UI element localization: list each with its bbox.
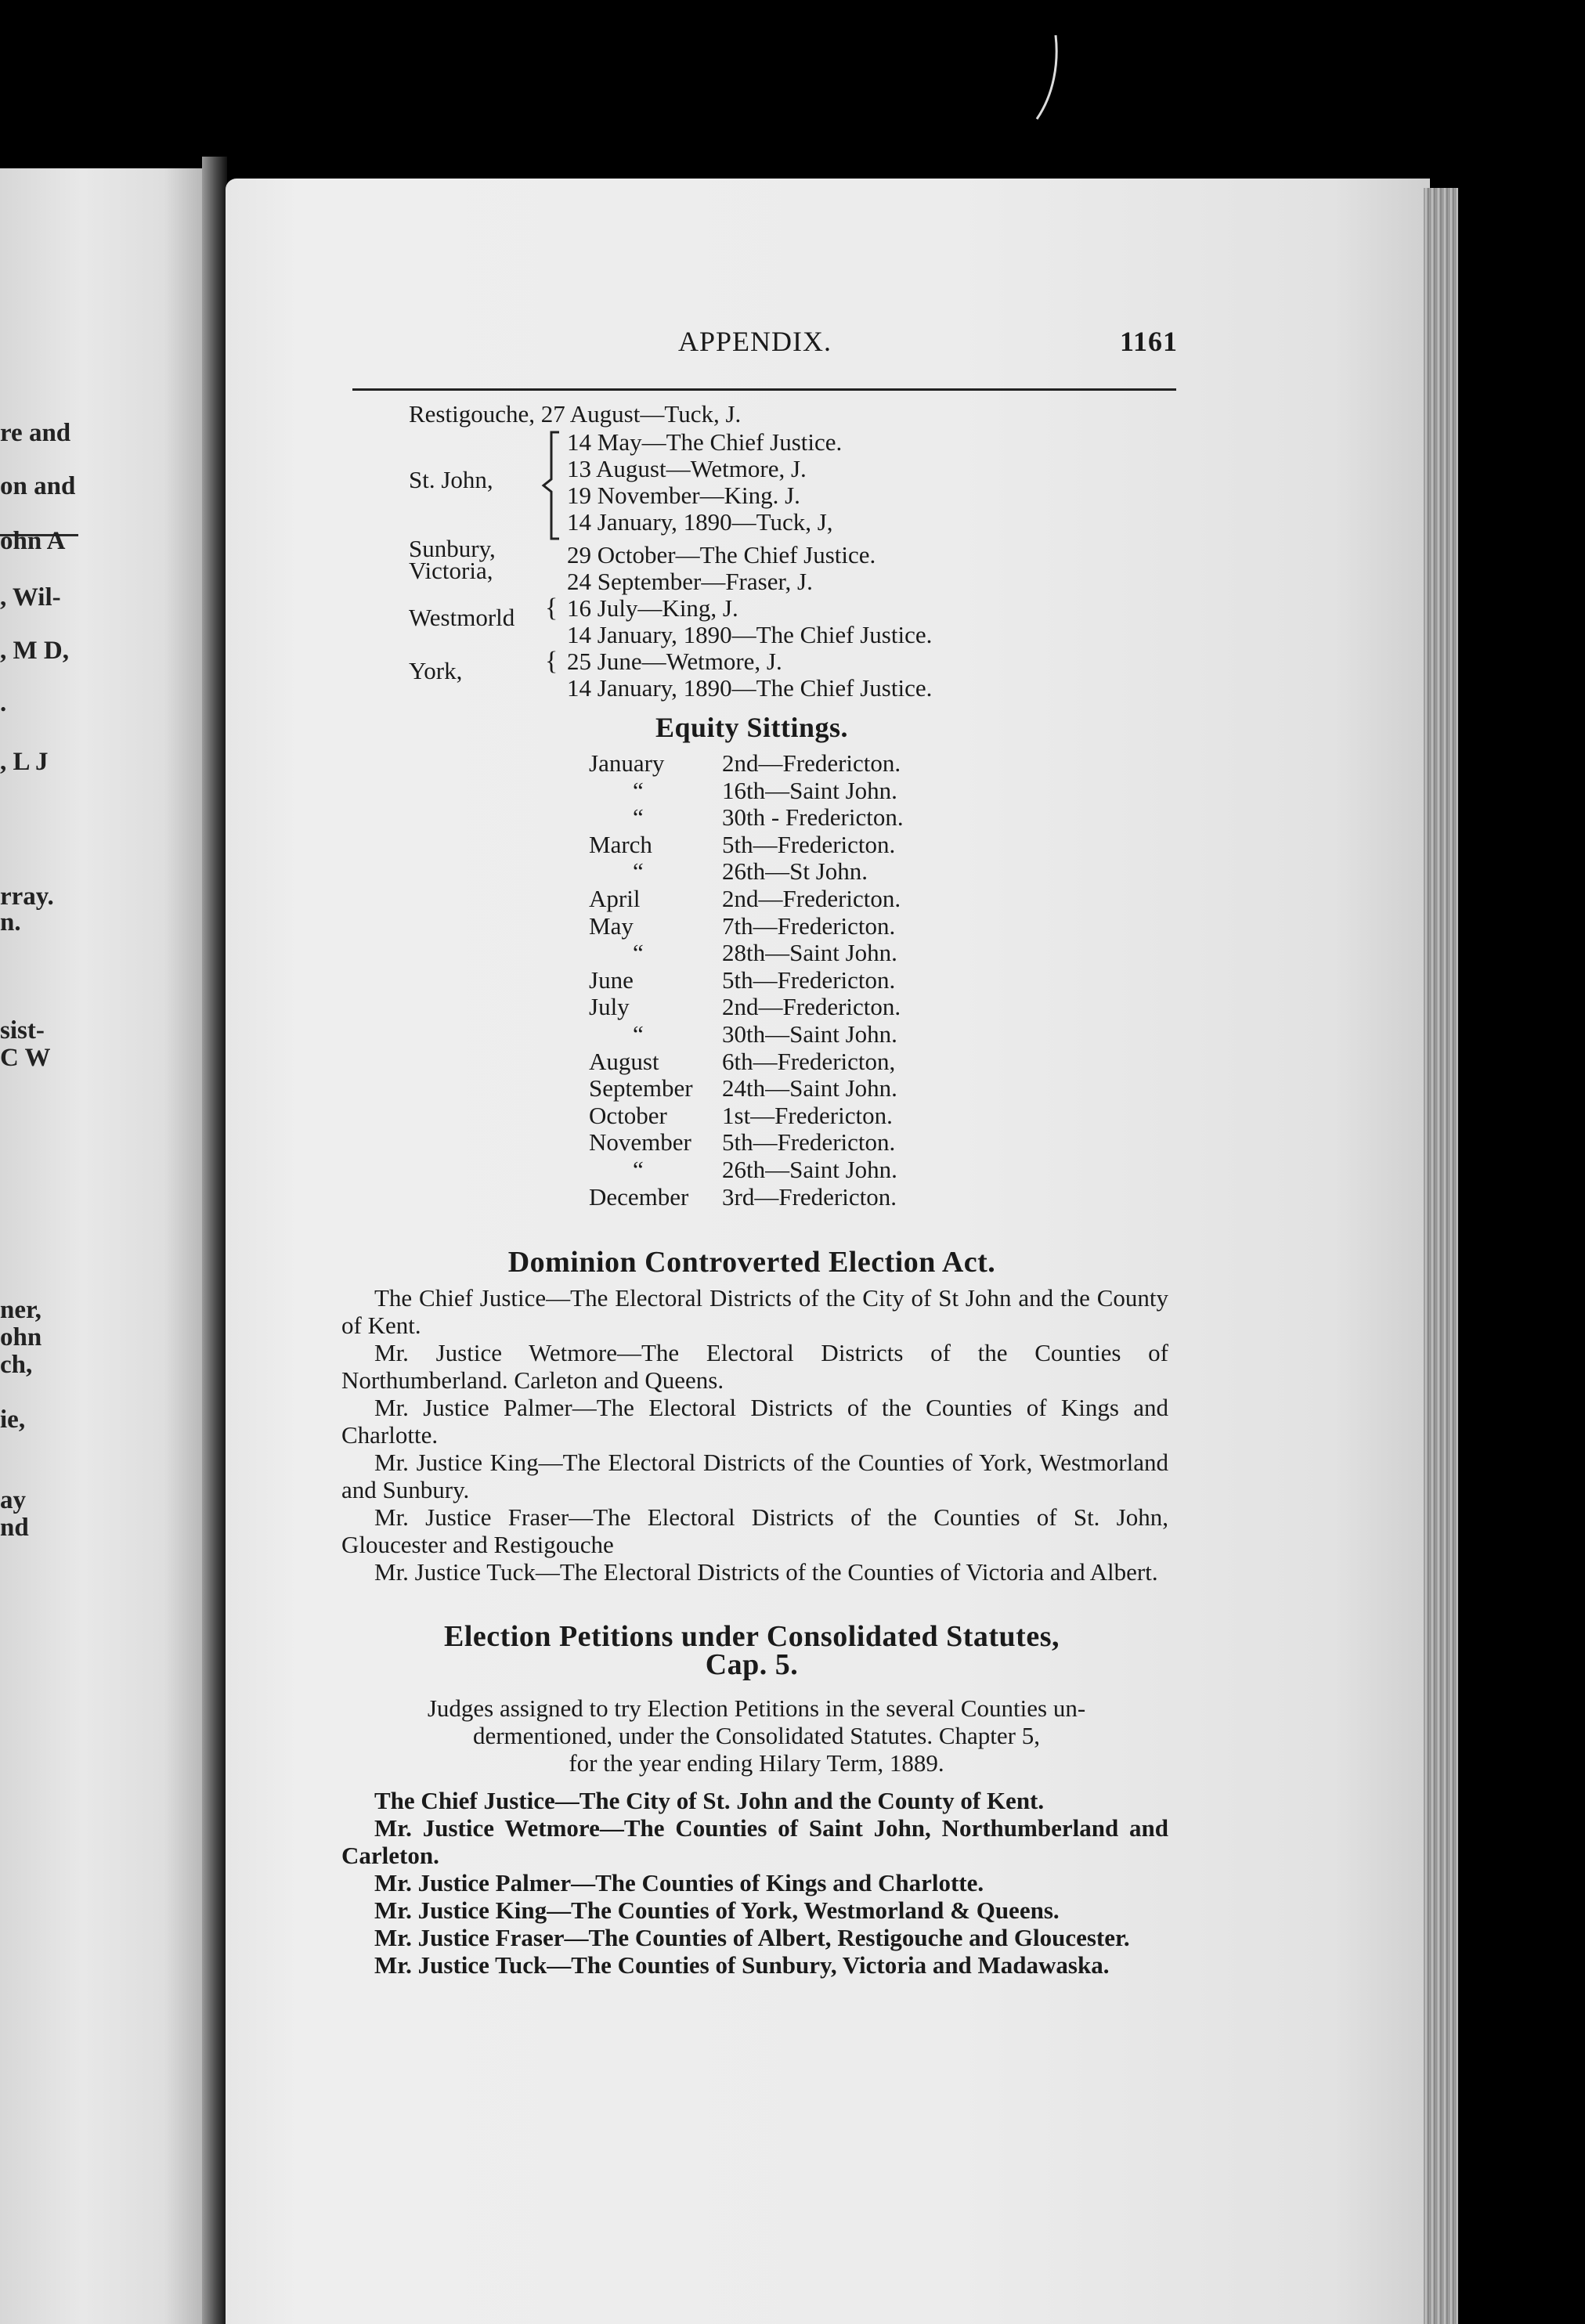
left-fragment: on and <box>0 472 76 500</box>
equity-month: November <box>589 1128 691 1157</box>
dominion-paragraph: The Chief Justice—The Electoral Districts of the City of St John and the County of Kent. <box>341 1284 1168 1339</box>
circuit-label-victoria: Victoria, <box>409 557 493 584</box>
circuit-st-john-line: 14 January, 1890—Tuck, J, <box>567 508 833 536</box>
equity-entry: 5th—Fredericton. <box>722 1128 896 1157</box>
circuit-york-line: 14 January, 1890—The Chief Justice. <box>567 674 933 702</box>
equity-month: May <box>589 911 634 940</box>
left-fragment: nd <box>0 1514 29 1542</box>
dominion-paragraph: Mr. Justice Wetmore—The Electoral Districts of the Counties of Northumberland. Carleton and Queens. <box>341 1339 1168 1394</box>
brace-st-john <box>540 431 564 540</box>
petitions-paragraph: Mr. Justice Wetmore—The Counties of Saint John, Northumberland and Carleton. <box>341 1814 1168 1869</box>
equity-month: June <box>589 965 634 994</box>
equity-month: October <box>589 1101 667 1129</box>
equity-month: April <box>589 885 641 912</box>
equity-entry: 26th—Saint John. <box>722 1156 897 1183</box>
left-fragment: sist- <box>0 1016 45 1045</box>
petitions-intro-line: Judges assigned to try Election Petitions in the several Counties un- <box>427 1694 1086 1722</box>
page-header-title: APPENDIX. <box>678 326 832 357</box>
equity-month: “ <box>633 1020 644 1048</box>
brace-westmorld: { <box>545 594 558 622</box>
equity-month: “ <box>633 857 644 886</box>
equity-month: “ <box>633 1156 644 1183</box>
pen-stroke-mark <box>1032 31 1063 125</box>
equity-entry: 7th—Fredericton. <box>722 911 896 940</box>
dominion-paragraph: Mr. Justice Palmer—The Electoral Districts of the Counties of Kings and Charlotte. <box>341 1394 1168 1449</box>
circuit-westmorld-line: 14 January, 1890—The Chief Justice. <box>567 621 933 648</box>
left-fragment: rray. <box>0 882 54 911</box>
equity-entry: 5th—Fredericton. <box>722 965 896 994</box>
left-fragment: re and <box>0 419 71 447</box>
petitions-heading-line2: Cap. 5. <box>705 1648 799 1681</box>
left-fragment: ch, <box>0 1351 33 1379</box>
circuit-restigouche: Restigouche, 27 August—Tuck, J. <box>409 400 742 428</box>
equity-entry: 2nd—Fredericton. <box>722 885 901 912</box>
left-fragment: ner, <box>0 1296 42 1324</box>
petitions-paragraph: The Chief Justice—The City of St. John and the County of Kent. <box>374 1787 1045 1814</box>
page-edges <box>1424 188 1458 2324</box>
equity-entry: 2nd—Fredericton. <box>722 993 901 1021</box>
equity-month: July <box>589 993 630 1021</box>
equity-month: “ <box>633 803 644 832</box>
dominion-paragraphs <box>341 1284 1168 1586</box>
left-fragment: . <box>0 689 7 717</box>
left-fragment: ie, <box>0 1406 26 1434</box>
equity-month: December <box>589 1182 689 1211</box>
circuit-york-line: 25 June—Wetmore, J. <box>567 648 782 675</box>
petitions-intro-line: for the year ending Hilary Term, 1889. <box>569 1749 944 1777</box>
petitions-paragraph: Mr. Justice Tuck—The Counties of Sunbury, Victoria and Madawaska. <box>374 1951 1110 1979</box>
circuit-label-sunbury: Sunbury, <box>409 535 496 562</box>
equity-entry: 2nd—Fredericton. <box>722 749 901 777</box>
equity-month: January <box>589 749 665 777</box>
left-fragment: n. <box>0 908 21 936</box>
circuit-victoria: 24 September—Fraser, J. <box>567 568 813 595</box>
equity-month: September <box>589 1074 693 1102</box>
equity-entry: 16th—Saint John. <box>722 776 897 804</box>
dominion-paragraph: Mr. Justice Tuck—The Electoral Districts of the Counties of Victoria and Albert. <box>374 1558 1158 1586</box>
equity-entry: 1st—Fredericton. <box>722 1101 893 1129</box>
page-number: 1161 <box>1120 326 1179 357</box>
petitions-paragraphs <box>341 1787 1168 1979</box>
equity-entry: 5th—Fredericton. <box>722 830 896 858</box>
dominion-heading: Dominion Controverted Election Act. <box>507 1246 996 1279</box>
circuit-st-john-line: 19 November—King. J. <box>567 482 800 509</box>
equity-entry: 26th—St John. <box>722 857 868 886</box>
petitions-paragraph: Mr. Justice King—The Counties of York, Westmorland & Queens. <box>374 1896 1060 1924</box>
equity-month: March <box>589 830 652 858</box>
dominion-paragraph: Mr. Justice King—The Electoral Districts of the Counties of York, Westmorland and Sunbury. <box>341 1449 1168 1503</box>
left-fragment: ohn <box>0 1323 42 1351</box>
header-rule <box>352 388 1176 391</box>
petitions-intro-line: dermentioned, under the Consolidated Statutes. Chapter 5, <box>472 1722 1041 1749</box>
left-fragment: , L J <box>0 748 49 776</box>
book-gutter <box>202 157 227 2324</box>
circuit-label-westmorld: Westmorld <box>409 604 515 631</box>
petitions-paragraph: Mr. Justice Palmer—The Counties of Kings and Charlotte. <box>374 1869 984 1896</box>
circuit-sunbury: 29 October—The Chief Justice. <box>567 541 876 568</box>
left-page <box>0 168 205 2324</box>
circuit-st-john-line: 14 May—The Chief Justice. <box>567 428 843 456</box>
left-fragment: ay <box>0 1486 26 1514</box>
dominion-paragraph: Mr. Justice Fraser—The Electoral Districts of the Counties of St. John, Gloucester and Restigouche <box>341 1503 1168 1558</box>
equity-entry: 30th - Fredericton. <box>722 803 904 832</box>
left-fragment: , M D, <box>0 637 69 665</box>
equity-month: “ <box>633 939 644 967</box>
left-fragment: ohn A <box>0 527 66 555</box>
equity-entry: 28th—Saint John. <box>722 939 897 967</box>
brace-york: { <box>545 647 558 676</box>
equity-entry: 3rd—Fredericton. <box>722 1182 897 1211</box>
circuit-label-york: York, <box>409 657 463 684</box>
left-fragment: , Wil- <box>0 583 61 612</box>
petitions-heading-line1: Election Petitions under Consolidated Statutes, <box>443 1620 1060 1653</box>
petitions-paragraph: Mr. Justice Fraser—The Counties of Albert, Restigouche and Gloucester. <box>374 1924 1130 1951</box>
equity-entry: 24th—Saint John. <box>722 1074 897 1102</box>
equity-entry: 30th—Saint John. <box>722 1020 897 1048</box>
equity-month: “ <box>633 776 644 804</box>
equity-month: August <box>589 1047 659 1075</box>
left-fragment: C W <box>0 1044 51 1072</box>
circuit-st-john-line: 13 August—Wetmore, J. <box>567 455 807 482</box>
equity-entry: 6th—Fredericton, <box>722 1047 896 1075</box>
circuit-westmorld-line: 16 July—King, J. <box>567 594 738 622</box>
equity-heading: Equity Sittings. <box>655 712 849 743</box>
circuit-label-st-john: St. John, <box>409 466 493 493</box>
